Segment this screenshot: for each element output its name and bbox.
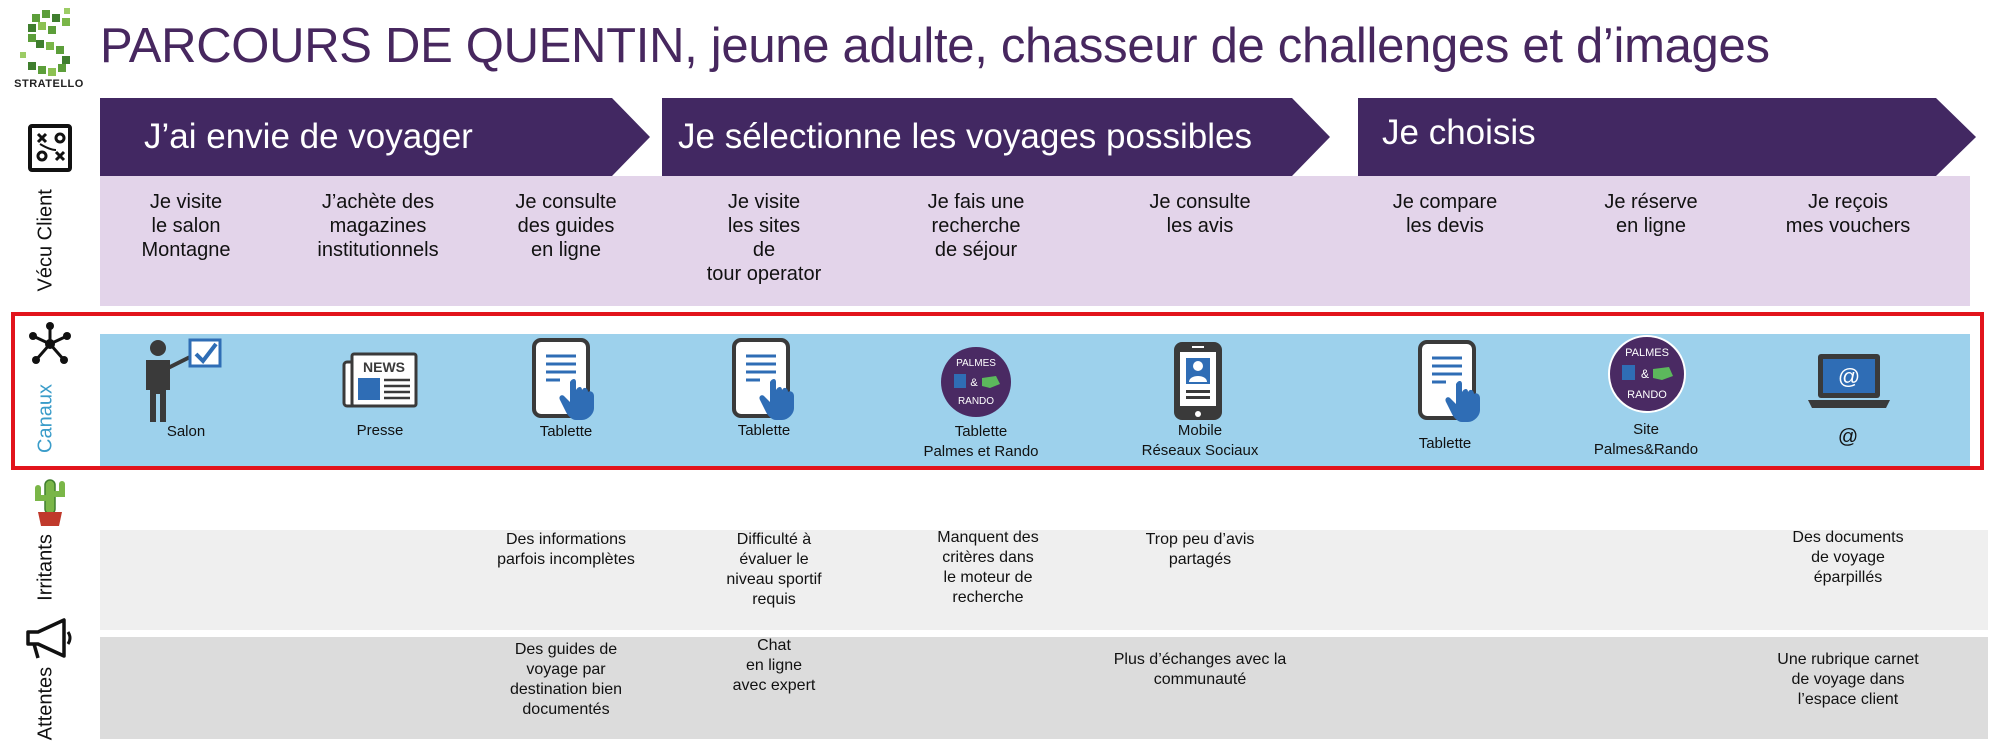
vecu-cell: Je réserve en ligne <box>1604 191 1698 237</box>
vecu-cell: Je consulte des guides en ligne <box>515 191 617 261</box>
logo-line: PALMES <box>1625 347 1669 359</box>
svg-text:@: @ <box>1837 364 1861 389</box>
canal-label: Presse <box>356 422 404 439</box>
canal-label: Mobile Réseaux Sociaux <box>1141 422 1259 459</box>
phase-label: J’ai envie de voyager <box>144 117 473 156</box>
presenter-icon <box>140 338 226 427</box>
palmes-rando-logo-icon <box>1607 334 1687 419</box>
attentes-row <box>100 637 1988 739</box>
canal-label: Tablette Palmes et Rando <box>923 423 1039 460</box>
irritant-cell: Difficulté à évaluer le niveau sportif requis <box>726 531 822 608</box>
vecu-cell: Je consulte les avis <box>1149 191 1251 237</box>
logo-line: & <box>1640 367 1650 381</box>
tablet-icon <box>530 338 600 427</box>
attente-cell: Des guides de voyage par destination bien documentés <box>509 641 623 718</box>
page-title: PARCOURS DE QUENTIN, jeune adulte, chasseur de challenges et d’images <box>100 19 1770 73</box>
vecu-cell: Je compare les devis <box>1392 191 1498 237</box>
attente-cell: Plus d’échanges avec la communauté <box>1113 651 1287 688</box>
canal-label: Salon <box>166 423 206 440</box>
palmes-rando-logo-icon <box>940 346 1012 423</box>
irritant-cell: Des documents de voyage éparpillés <box>1792 529 1904 586</box>
vecu-cell: Je reçois mes vouchers <box>1785 191 1911 237</box>
cactus-icon <box>28 474 76 522</box>
canal-label: Tablette <box>539 423 593 440</box>
vecu-cell: J’achète des magazines institutionnels <box>317 191 439 261</box>
phase-label: Je choisis <box>1382 113 1536 152</box>
logo-text: STRATELLO <box>14 78 84 90</box>
row-label-canaux: Canaux <box>34 384 57 453</box>
logo-line: & <box>970 377 978 389</box>
tablet-icon <box>1416 340 1486 429</box>
irritant-cell: Manquent des critères dans le moteur de recherche <box>937 529 1039 606</box>
attente-cell: Chat en ligne avec expert <box>732 637 816 694</box>
row-label-irritants: Irritants <box>34 534 57 601</box>
newspaper-icon-text: NEWS <box>363 359 405 375</box>
vecu-cell: Je visite le salon Montagne <box>141 191 231 261</box>
row-label-attentes: Attentes <box>34 666 57 741</box>
phase-arrow-3 <box>1358 98 1976 176</box>
logo-line: PALMES <box>956 358 996 369</box>
network-icon <box>28 322 76 370</box>
logo-line: RANDO <box>1627 389 1667 401</box>
phase-label: Je sélectionne les voyages possibles <box>678 117 1252 156</box>
canal-label: @ <box>1837 426 1859 448</box>
phase-arrow-1 <box>100 98 650 176</box>
newspaper-icon <box>342 352 418 413</box>
clipboard-icon <box>26 122 74 170</box>
canal-label: Tablette <box>1418 435 1472 452</box>
canal-label: Site Palmes&Rando <box>1593 421 1699 458</box>
logo-line: RANDO <box>957 396 995 407</box>
canal-label: Tablette <box>737 422 791 439</box>
irritant-cell: Trop peu d’avis partagés <box>1145 531 1255 568</box>
tablet-icon <box>730 338 800 427</box>
laptop-icon <box>1808 352 1890 417</box>
phase-arrow-2 <box>662 98 1330 176</box>
vecu-cell: Je visite les sites de tour operator <box>706 191 822 285</box>
attente-cell: Une rubrique carnet de voyage dans l’espace client <box>1777 651 1919 708</box>
mobile-icon <box>1172 340 1224 427</box>
row-label-vecu-client: Vécu Client <box>34 189 57 292</box>
vecu-cell: Je fais une recherche de séjour <box>927 191 1025 261</box>
irritant-cell: Des informations parfois incomplètes <box>497 531 635 568</box>
